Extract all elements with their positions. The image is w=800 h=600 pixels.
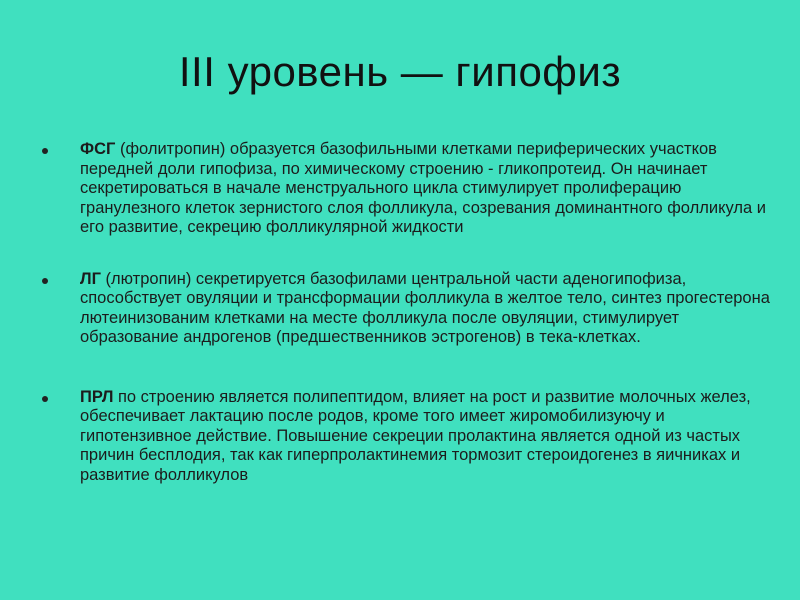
bullet-lh — [42, 270, 772, 348]
bullet-dot-icon — [42, 148, 48, 154]
bullet-term: ПРЛ — [80, 387, 114, 406]
bullet-text: (фолитропин) образуется базофильными клетками периферических участков передней доли гипофиза, по химическому строению - гликопротеид. Он начинает секретироваться в начале менструального цикла стимулирует пролиферацию гранулезного клеток зернистого слоя фолликула, созревания доминантного фолликула и его развитие, секрецию фолликулярной жидкости — [80, 140, 766, 236]
bullet-text: по строению является полипептидом, влияет на рост и развитие молочных желез, обеспечивает лактацию после родов, кроме того имеет жиромобилизуючу и гипотензивное действие. Повышение секреции пролактина является одной из частых причин бесплодия, так как гиперпролактинемия тормозит стероидогенез в яичниках и развитие фолликулов — [80, 387, 751, 484]
bullet-fsh — [42, 140, 772, 238]
bullet-term: ЛГ — [80, 269, 101, 288]
bullet-dot-icon — [42, 396, 48, 402]
bullet-prl — [42, 388, 772, 486]
bullet-text: (лютропин) секретируется базофилами центральной части аденогипофиза, способствует овуляции и трансформации фолликула в желтое тело, синтез прогестерона лютеинизованим клетками на месте фолликула после овуляции, стимулирует образование андрогенов (предшественников эстрогенов) в тека-клетках. — [80, 269, 770, 346]
bullet-term: ФСГ — [80, 140, 116, 158]
bullet-list — [42, 140, 772, 485]
slide-title: III уровень — гипофиз — [178, 48, 622, 95]
bullet-dot-icon — [42, 278, 48, 284]
